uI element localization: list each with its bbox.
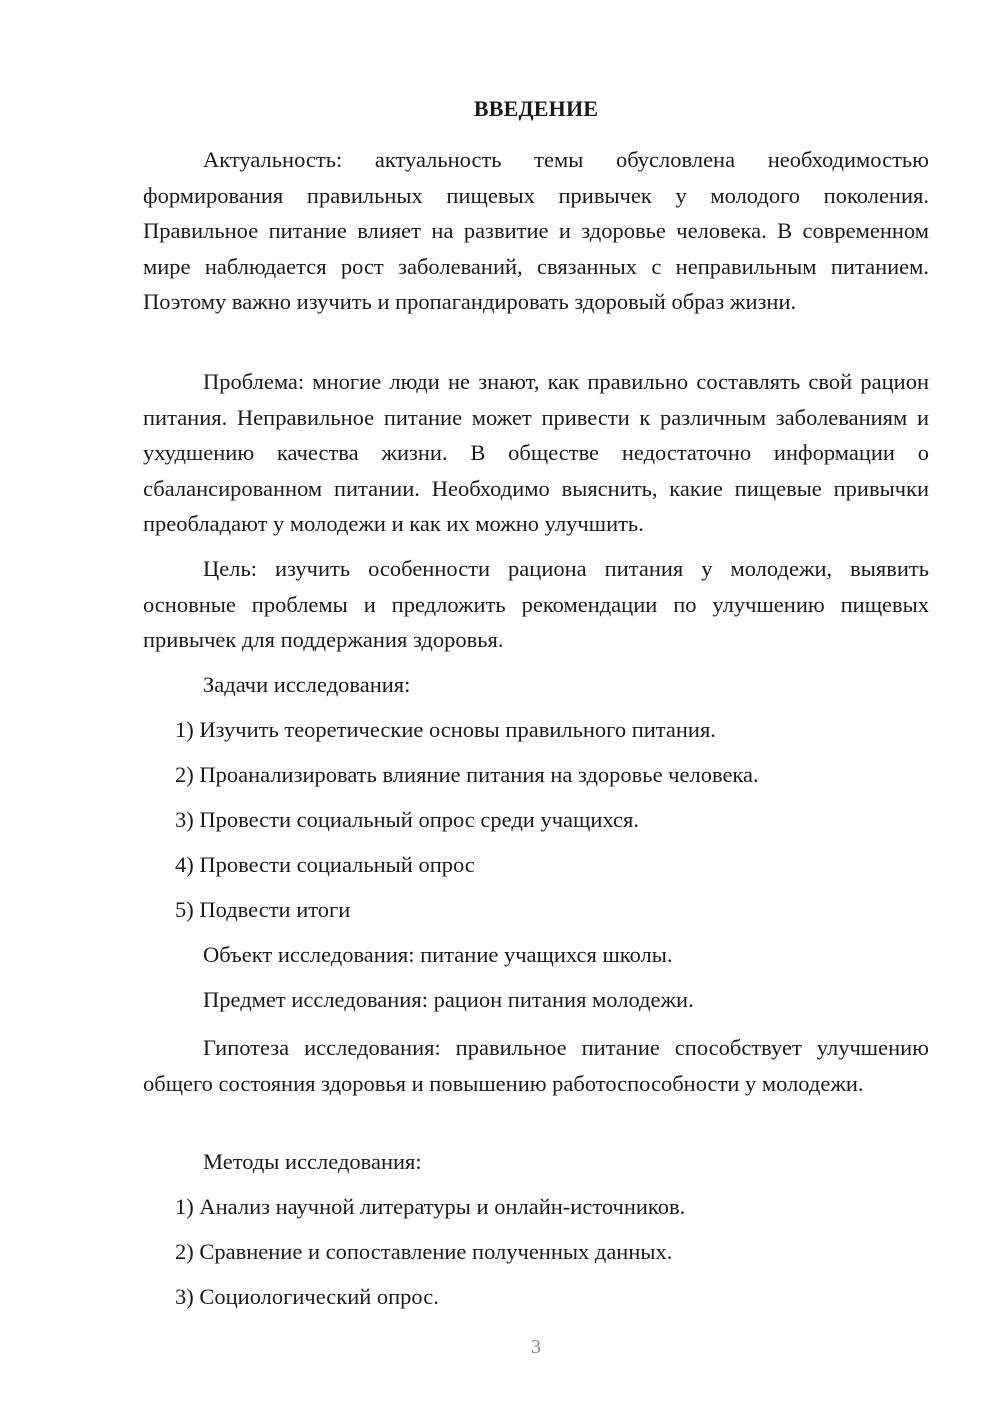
task-item: 3) Провести социальный опрос среди учащихся. (175, 807, 639, 832)
method-item: 3) Социологический опрос. (175, 1284, 439, 1309)
methods-heading: Методы исследования: (203, 1149, 422, 1174)
paragraph-goal: Цель: изучить особенности рациона питания у молодежи, выявить основные проблемы и предложить рекомендации по улучшению пищевых привычек для поддержания здоровья. (143, 556, 929, 652)
paragraph-problem: Проблема: многие люди не знают, как правильно составлять свой рацион питания. Неправильное питание может привести к различным заболеваниям и ухудшению качества жизни. В обществе недостаточно информации о сбалансированном питании. Необходимо выяснить, какие пищевые привычки преобладают у молодежи и как их можно улучшить. (143, 369, 929, 536)
page-title: ВВЕДЕНИЕ (473, 96, 599, 121)
paragraph-relevance: Актуальность: актуальность темы обусловлена необходимостью формирования правильных пищевых привычек у молодого поколения. Правильное питание влияет на развитие и здоровье человека. В современном мире наблюдается рост заболеваний, связанных с неправильным питанием. Поэтому важно изучить и пропагандировать здоровый образ жизни. (143, 147, 929, 314)
method-item: 1) Анализ научной литературы и онлайн-источников. (175, 1194, 686, 1219)
research-object: Объект исследования: питание учащихся школы. (203, 942, 673, 967)
task-item: 1) Изучить теоретические основы правильного питания. (175, 717, 716, 742)
tasks-heading: Задачи исследования: (203, 672, 411, 697)
task-item: 5) Подвести итоги (175, 897, 351, 922)
task-item: 2) Проанализировать влияние питания на здоровье человека. (175, 762, 759, 787)
paragraph-hypothesis: Гипотеза исследования: правильное питание способствует улучшению общего состояния здоровья и повышению работоспособности у молодежи. (143, 1035, 929, 1096)
page-number: 3 (531, 1336, 541, 1358)
method-item: 2) Сравнение и сопоставление полученных данных. (175, 1239, 673, 1264)
task-item: 4) Провести социальный опрос (175, 852, 475, 877)
research-subject: Предмет исследования: рацион питания молодежи. (203, 987, 694, 1012)
